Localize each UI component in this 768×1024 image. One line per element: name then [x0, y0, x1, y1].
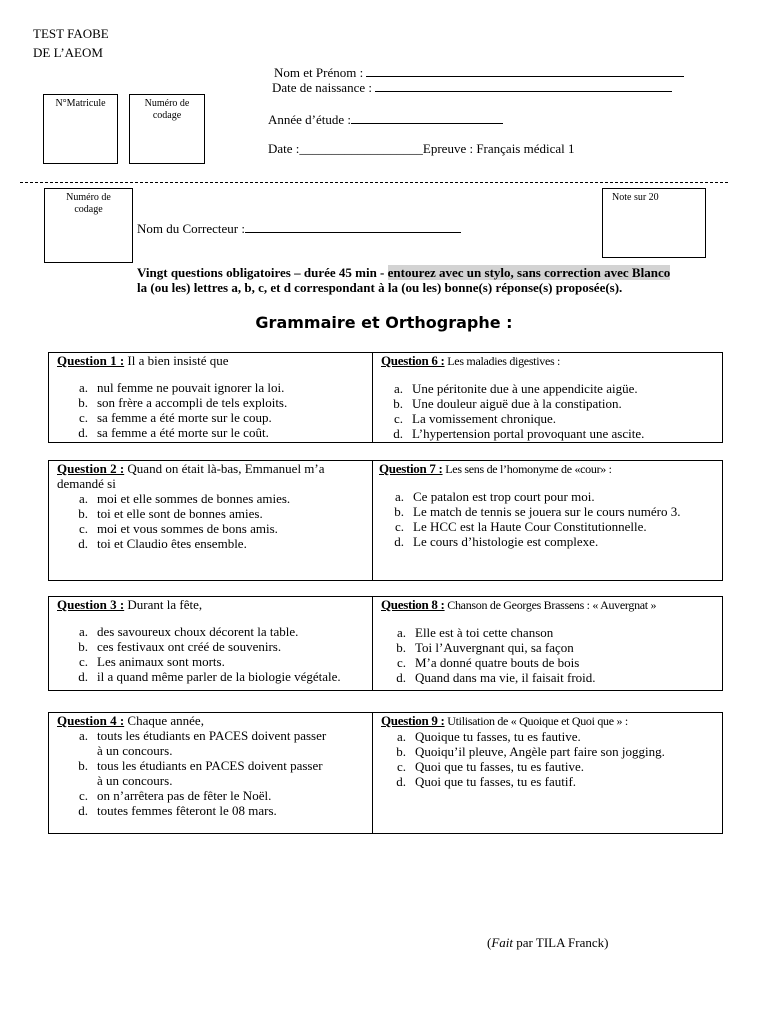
option-letter: b. — [78, 758, 88, 773]
question-number: Question 3 : — [57, 597, 125, 612]
codage-label: Numéro de codage — [144, 98, 190, 121]
option-item[interactable] — [379, 504, 720, 519]
author-credit — [487, 935, 608, 951]
instructions — [137, 265, 682, 295]
option-list — [381, 625, 718, 685]
option-letter: d. — [78, 536, 88, 551]
option-list — [57, 728, 368, 818]
question-number: Question 8 : — [381, 597, 445, 612]
nom-input-line[interactable] — [366, 64, 684, 77]
option-text: Quand dans ma vie, il faisait froid. — [415, 670, 596, 685]
cut-line — [20, 182, 728, 183]
matricule-box[interactable] — [43, 94, 118, 164]
option-item[interactable] — [57, 410, 368, 425]
option-text: Une douleur aiguë due à la constipation. — [412, 396, 622, 411]
option-letter: b. — [396, 744, 406, 759]
option-letter: c. — [78, 521, 88, 536]
option-text: M’a donné quatre bouts de bois — [415, 655, 580, 670]
note-label: Note sur 20 — [612, 192, 659, 203]
question-table — [48, 460, 723, 581]
option-item[interactable] — [381, 411, 718, 426]
epreuve-label: Epreuve : Français médical 1 — [422, 141, 575, 156]
option-text: sa femme a été morte sur le coût. — [97, 425, 269, 440]
option-text: La vomissement chronique. — [412, 411, 557, 426]
question-stem: Les maladies digestives : — [444, 354, 561, 368]
question-cell — [373, 353, 722, 442]
option-text: sa femme a été morte sur le coup. — [97, 410, 272, 425]
option-letter: b. — [396, 640, 406, 655]
option-letter: a. — [78, 728, 88, 743]
option-item[interactable] — [57, 491, 368, 506]
option-letter: c. — [393, 411, 403, 426]
option-item[interactable] — [381, 381, 718, 396]
option-letter: c. — [396, 759, 406, 774]
question-header — [57, 353, 368, 368]
header-block — [33, 24, 109, 62]
option-letter: a. — [396, 625, 406, 640]
option-list — [379, 489, 720, 549]
option-text: Le match de tennis se jouera sur le cours numéro 3. — [413, 504, 681, 519]
option-letter: d. — [396, 774, 406, 789]
option-letter: a. — [78, 624, 88, 639]
option-text: Quoi que tu fasses, tu es fautive. — [415, 759, 584, 774]
option-text: Quoi que tu fasses, tu es fautif. — [415, 774, 577, 789]
option-text: Les animaux sont morts. — [97, 654, 225, 669]
question-header — [57, 713, 368, 728]
option-item[interactable] — [379, 519, 720, 534]
option-letter: c. — [396, 655, 406, 670]
option-letter: a. — [394, 489, 404, 504]
question-header — [57, 597, 368, 612]
question-stem: Quand on était là-bas, Emmanuel m’a demandé si — [57, 461, 325, 491]
correcteur-label: Nom du Correcteur : — [137, 221, 245, 236]
date-label: Date : — [268, 141, 300, 156]
option-letter: b. — [78, 506, 88, 521]
option-item[interactable] — [381, 759, 718, 774]
option-item[interactable] — [57, 624, 368, 639]
annee-field — [268, 111, 503, 128]
option-text: Le cours d’histologie est complexe. — [413, 534, 599, 549]
question-cell — [49, 461, 373, 580]
option-letter: c. — [78, 788, 88, 803]
option-letter: b. — [78, 639, 88, 654]
instructions-part3: la (ou les) lettres a, b, c, et d correspondant à la (ou les) bonne(s) réponse(s) proposée(s). — [137, 280, 623, 295]
option-item[interactable] — [381, 774, 718, 789]
option-letter: d. — [396, 670, 406, 685]
option-item[interactable] — [381, 625, 718, 640]
option-letter: b. — [394, 504, 404, 519]
header-line2: DE L’AEOM — [33, 45, 103, 60]
option-text: Le HCC est la Haute Cour Constitutionnelle. — [413, 519, 647, 534]
option-text: des savoureux choux décorent la table. — [97, 624, 299, 639]
question-cell — [373, 713, 722, 833]
option-text: moi et vous sommes de bons amis. — [97, 521, 278, 536]
option-letter: b. — [78, 395, 88, 410]
option-letter: d. — [78, 803, 88, 818]
option-letter: a. — [78, 491, 88, 506]
option-letter: b. — [393, 396, 403, 411]
option-item[interactable] — [57, 506, 368, 521]
question-cell — [49, 597, 373, 690]
option-item[interactable] — [57, 669, 368, 684]
option-item[interactable] — [381, 426, 718, 441]
question-number: Question 1 : — [57, 353, 125, 368]
option-letter: c. — [394, 519, 404, 534]
option-text: toutes femmes fêteront le 08 mars. — [97, 803, 277, 818]
question-stem: Chanson de Georges Brassens : « Auvergnat » — [444, 598, 657, 612]
option-list — [57, 491, 368, 551]
question-header — [381, 353, 718, 369]
option-text: touts les étudiants en PACES doivent passer à un concours. — [97, 728, 327, 758]
annee-input-line[interactable] — [351, 111, 503, 124]
option-list — [57, 380, 368, 440]
option-item[interactable] — [381, 744, 718, 759]
option-item[interactable] — [381, 655, 718, 670]
option-letter: d. — [393, 426, 403, 441]
option-letter: c. — [78, 654, 88, 669]
credit-rest: par TILA Franck) — [513, 935, 609, 950]
question-header — [381, 597, 718, 613]
option-text: ces festivaux ont créé de souvenirs. — [97, 639, 282, 654]
question-cell — [49, 713, 373, 833]
option-text: son frère a accompli de tels exploits. — [97, 395, 288, 410]
option-text: Une péritonite due à une appendicite aigüe. — [412, 381, 638, 396]
naissance-label: Date de naissance : — [272, 80, 372, 95]
codage-label-2: Numéro de codage — [66, 192, 111, 215]
question-table — [48, 712, 723, 834]
credit-fait: Fait — [491, 935, 514, 950]
section-title: Grammaire et Orthographe : — [255, 313, 513, 332]
question-cell — [373, 597, 722, 690]
question-header — [379, 461, 720, 477]
option-text: Quoique tu fasses, tu es fautive. — [415, 729, 581, 744]
option-letter: d. — [394, 534, 404, 549]
option-item[interactable] — [57, 425, 368, 440]
question-header — [57, 461, 368, 491]
annee-label: Année d’étude : — [268, 112, 352, 127]
option-item[interactable] — [57, 521, 368, 536]
question-header — [381, 713, 718, 729]
codage-box[interactable] — [129, 94, 205, 164]
correcteur-field — [137, 220, 461, 237]
note-box[interactable] — [602, 188, 706, 258]
question-number: Question 4 : — [57, 713, 125, 728]
matricule-label: N°Matricule — [55, 98, 106, 109]
instructions-part1: Vingt questions obligatoires – durée 45 min - — [137, 265, 388, 280]
option-text: Quoiqu’il pleuve, Angèle part faire son jogging. — [415, 744, 665, 759]
option-item[interactable] — [381, 729, 718, 744]
option-text: Ce patalon est trop court pour moi. — [413, 489, 595, 504]
date-blank[interactable]: ___________________ — [299, 141, 423, 156]
option-text: moi et elle sommes de bonnes amies. — [97, 491, 291, 506]
option-text: nul femme ne pouvait ignorer la loi. — [97, 380, 285, 395]
header-line1: TEST FAOBE — [33, 26, 109, 41]
option-text: toi et Claudio êtes ensemble. — [97, 536, 247, 551]
option-letter: a. — [393, 381, 403, 396]
question-number: Question 7 : — [379, 461, 443, 476]
option-letter: a. — [396, 729, 406, 744]
credit-open: ( — [487, 935, 492, 950]
option-text: Elle est à toi cette chanson — [415, 625, 554, 640]
option-text: on n’arrêtera pas de fêter le Noël. — [97, 788, 272, 803]
option-item[interactable] — [381, 640, 718, 655]
question-number: Question 6 : — [381, 353, 445, 368]
naissance-input-line[interactable] — [375, 79, 672, 92]
question-stem: Il a bien insisté que — [124, 353, 229, 368]
option-item[interactable] — [57, 380, 368, 395]
question-stem: Chaque année, — [124, 713, 204, 728]
option-list — [57, 624, 368, 684]
option-letter: a. — [78, 380, 88, 395]
date-field — [268, 141, 575, 157]
question-number: Question 9 : — [381, 713, 445, 728]
option-item[interactable] — [57, 639, 368, 654]
option-item[interactable] — [57, 803, 328, 818]
question-stem: Durant la fête, — [124, 597, 203, 612]
question-stem: Utilisation de « Quoique et Quoi que » : — [444, 714, 628, 728]
option-item[interactable] — [57, 788, 328, 803]
option-text: tous les étudiants en PACES doivent passer à un concours. — [97, 758, 323, 788]
question-number: Question 2 : — [57, 461, 125, 476]
option-text: Toi l’Auvergnant qui, sa façon — [415, 640, 574, 655]
option-item[interactable] — [57, 536, 368, 551]
question-stem: Les sens de l’homonyme de «cour» : — [442, 462, 612, 476]
naissance-field — [272, 79, 672, 96]
codage-box-2[interactable] — [44, 188, 133, 263]
question-cell — [49, 353, 373, 442]
question-table — [48, 596, 723, 691]
option-item[interactable] — [57, 728, 328, 758]
option-list — [381, 381, 718, 441]
nom-label: Nom et Prénom : — [274, 65, 364, 80]
option-item[interactable] — [379, 489, 720, 504]
option-letter: d. — [78, 425, 88, 440]
option-text: L’hypertension portal provoquant une ascite. — [412, 426, 645, 441]
option-text: il a quand même parler de la biologie végétale. — [97, 669, 341, 684]
option-letter: d. — [78, 669, 88, 684]
correcteur-input-line[interactable] — [245, 220, 461, 233]
option-item[interactable] — [57, 654, 368, 669]
option-item[interactable] — [381, 670, 718, 685]
option-item[interactable] — [381, 396, 718, 411]
option-item[interactable] — [57, 758, 328, 788]
option-list — [381, 729, 718, 789]
question-cell — [373, 461, 722, 580]
instructions-highlight: entourez avec un stylo, sans correction avec Blanco — [387, 265, 671, 280]
option-item[interactable] — [379, 534, 720, 549]
option-text: toi et elle sont de bonnes amies. — [97, 506, 263, 521]
option-letter: c. — [78, 410, 88, 425]
question-table — [48, 352, 723, 443]
option-item[interactable] — [57, 395, 368, 410]
